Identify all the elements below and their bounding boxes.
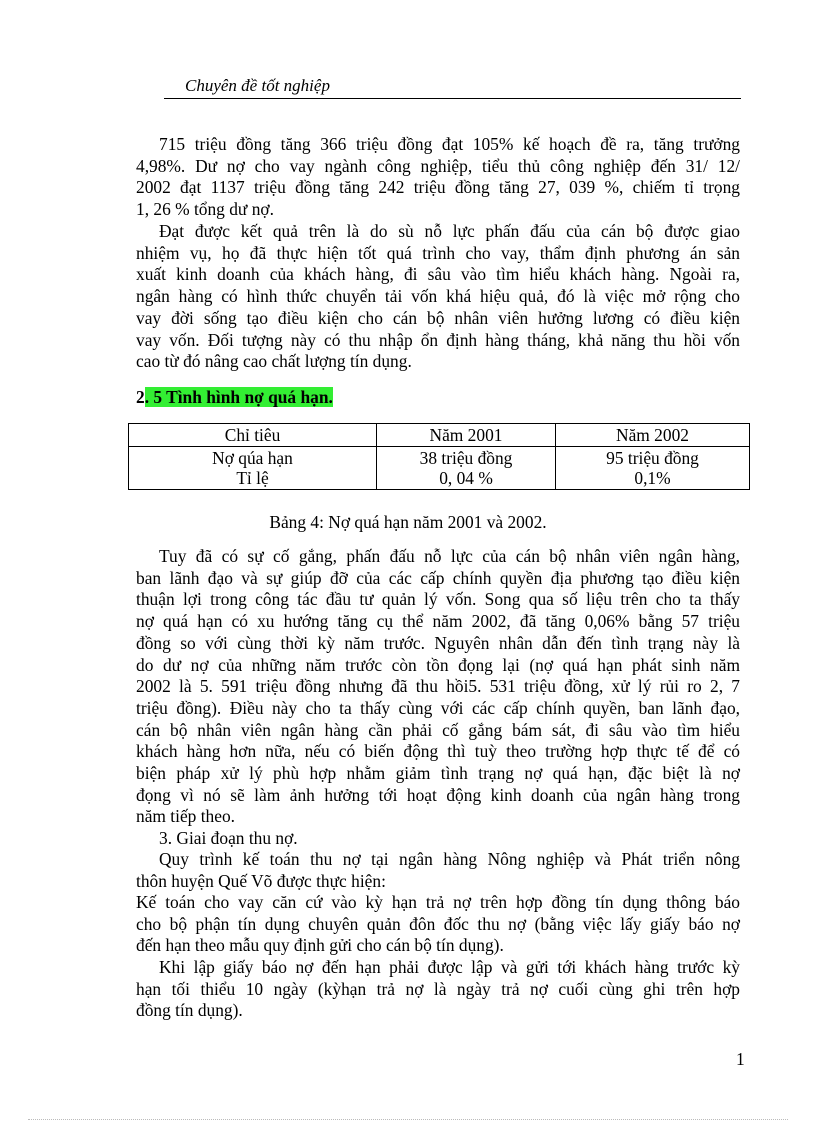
text-line: khách hàng hơn nữa, nếu có biến động thì tuỳ theo trường hợp thực tế để có bbox=[136, 741, 740, 762]
header-rule bbox=[164, 98, 741, 99]
paragraph-4 bbox=[136, 849, 740, 892]
text-line: Khi lập giấy báo nợ đến hạn phải được lập và gửi tới khách hàng trước kỳ bbox=[159, 957, 740, 977]
text-line: 2002 là 5. 591 triệu đồng nhưng đã thu hồi5. 531 triệu đồng, xử lý rủi ro 2, 7 bbox=[136, 676, 740, 697]
paragraph-6 bbox=[136, 957, 740, 1022]
text-line: xuất kinh doanh của khách hàng, đi sâu vào tìm hiểu khách hàng. Ngoài ra, bbox=[136, 264, 740, 285]
text-line: ngân hàng có hình thức chuyển tải vốn khá hiệu quả, đó là việc mở rộng cho bbox=[136, 286, 740, 307]
text-line: ban lãnh đạo và sự giúp đỡ của các cấp chính quyền địa phương tạo điều kiện bbox=[136, 567, 740, 588]
text-line: cán bộ nhân viên ngân hàng cần phải cố gắng bám sát, đi sâu vào tìm hiểu bbox=[136, 719, 740, 740]
value-2002-overdue: 95 triệu đồng bbox=[606, 448, 699, 468]
text-line: Tuy đã có sự cố gắng, phấn đấu nỗ lực của cán bộ nhân viên ngân hàng, bbox=[159, 546, 740, 566]
text-line: 1, 26 % tổng dư nợ. bbox=[136, 199, 274, 220]
value-2001-ratio: 0, 04 % bbox=[439, 468, 493, 488]
paragraph-2 bbox=[136, 221, 740, 373]
table-cell bbox=[377, 447, 556, 490]
text-line: đọng vì nó sẽ làm ảnh hưởng tới hoạt động kinh doanh của ngân hàng trong bbox=[136, 784, 740, 805]
value-2001-overdue: 38 triệu đồng bbox=[419, 448, 513, 468]
section-number: 2 bbox=[136, 387, 145, 407]
overdue-debt-table bbox=[128, 423, 750, 490]
text-line: đồng so với cùng thời kỳ năm trước. Nguyên nhân dẫn đến tình trạng này là bbox=[136, 632, 740, 653]
table-header-cell: Năm 2001 bbox=[377, 424, 556, 447]
text-line: 3. Giai đoạn thu nợ. bbox=[159, 828, 298, 848]
text-line: năm tiếp theo. bbox=[136, 806, 236, 827]
text-line: nhiệm vụ, họ đã thực hiện tốt quá trình cho vay, thẩm định phương án sản bbox=[136, 242, 740, 263]
text-line: do dư nợ của những năm trước còn tồn đọng lại (nợ quá hạn phát sinh năm bbox=[136, 654, 740, 675]
table-row bbox=[129, 447, 750, 490]
text-line: đến hạn theo mẫu quy định gửi cho cán bộ tín dụng). bbox=[136, 935, 504, 956]
text-line: cho bộ phận tín dụng chuyên quản đôn đốc thu nợ (bằng việc lấy giấy báo nợ bbox=[136, 913, 740, 934]
row-label-ratio: Tỉ lệ bbox=[236, 468, 269, 488]
table-header-cell: Chỉ tiêu bbox=[129, 424, 377, 447]
section-heading bbox=[136, 387, 333, 408]
text-line: 2002 đạt 1137 triệu đồng tăng 242 triệu đồng tăng 27, 039 %, chiếm tỉ trọng bbox=[136, 177, 740, 198]
section-title: . 5 Tình hình nợ quá hạn. bbox=[144, 387, 333, 407]
table-header-cell: Năm 2002 bbox=[556, 424, 750, 447]
text-line: Đạt được kết quả trên là do sù nỗ lực phấn đấu của cán bộ được giao bbox=[159, 221, 740, 241]
text-line: biện pháp xử lý phù hợp nhằm giảm tình trạng nợ quá hạn, đặc biệt là nợ bbox=[136, 763, 740, 784]
running-header: Chuyên đề tốt nghiệp bbox=[185, 76, 330, 95]
value-2002-ratio: 0,1% bbox=[634, 468, 671, 488]
text-line: triệu đồng). Điều này cho ta thấy cùng với các cấp chính quyền, ban lãnh đạo, bbox=[136, 697, 740, 718]
table-cell bbox=[129, 447, 377, 490]
text-line: Quy trình kế toán thu nợ tại ngân hàng Nông nghiệp và Phát triển nông bbox=[159, 849, 740, 869]
text-line: nợ quá hạn có xu hướng tăng cụ thể năm 2002, đã tăng 0,06% bằng 57 triệu bbox=[136, 611, 740, 632]
page-number: 1 bbox=[736, 1049, 745, 1069]
paragraph-5 bbox=[136, 892, 740, 957]
text-line: vay đời sống tạo điều kiện cho cán bộ nhân viên hưởng lương có điều kiện bbox=[136, 307, 740, 328]
table-header-row bbox=[129, 424, 750, 447]
text-line: 4,98%. Dư nợ cho vay ngành công nghiệp, tiểu thủ công nghiệp đến 31/ 12/ bbox=[136, 155, 740, 176]
text-line: cao từ đó nâng cao chất lượng tín dụng. bbox=[136, 351, 412, 372]
text-line: đồng tín dụng). bbox=[136, 1000, 243, 1021]
paragraph-3 bbox=[136, 546, 740, 828]
table-cell bbox=[556, 447, 750, 490]
text-line: Kế toán cho vay căn cứ vào kỳ hạn trả nợ trên hợp đồng tín dụng thông báo bbox=[136, 892, 740, 912]
text-line: hạn tối thiểu 10 ngày (kỳhạn trả nợ là ngày trả nợ cuối cùng ghi trên hợp bbox=[136, 978, 740, 999]
paragraph-1 bbox=[136, 134, 740, 221]
text-line: vay vốn. Đối tượng này có thu nhập ổn định hàng tháng, khả năng thu hồi vốn bbox=[136, 329, 740, 350]
item-3-heading bbox=[136, 828, 740, 850]
text-line: 715 triệu đồng tăng 366 triệu đồng đạt 105% kế hoạch đề ra, tăng trưởng bbox=[159, 134, 740, 154]
footer-divider bbox=[28, 1119, 788, 1120]
table-caption: Bảng 4: Nợ quá hạn năm 2001 và 2002. bbox=[269, 512, 547, 532]
row-label-overdue: Nợ qúa hạn bbox=[212, 448, 293, 468]
text-line: thôn huyện Quế Võ được thực hiện: bbox=[136, 870, 386, 891]
text-line: thuận lợi trong công tác đầu tư quản lý vốn. Song qua số liệu trên cho ta thấy bbox=[136, 589, 740, 610]
